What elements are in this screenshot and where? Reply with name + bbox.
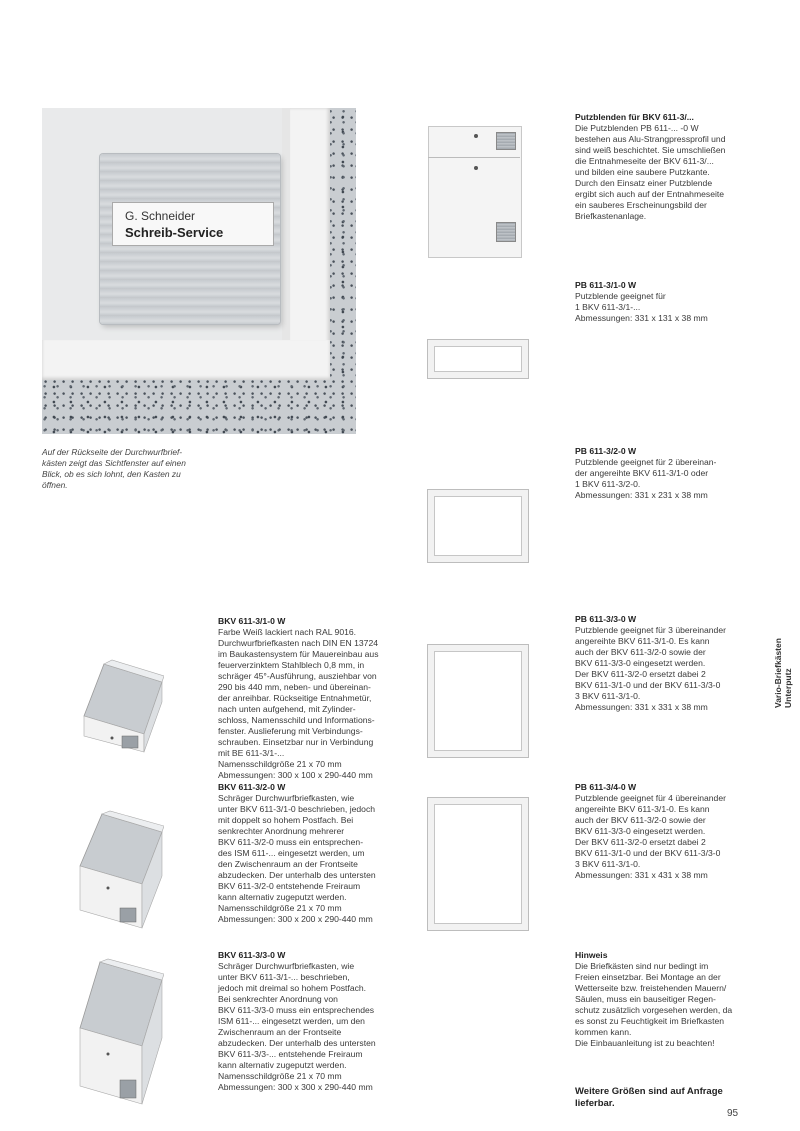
bkv-3-3-drawing <box>78 958 164 1106</box>
bkv-3-3-title: BKV 611-3/3-0 W <box>218 950 286 960</box>
bkv-3-2-body: Schräger Durchwurfbriefkasten, wie unter BKV 611-3/1-0 beschrieben, jedoch mit doppelt so hohem Postfach. Bei senkrechter Anordnung mehrerer BKV 611-3/2-0 muss ein entsprechen- des ISM 611-... eingesetzt werden, um den Zwischenraum an der Frontseite abzudecken. Der unterhalb des untersten BKV 611-3/2-0 entstehende Freiraum kann alternativ zugeputzt werden. Namensschildgröße 21 x 70 mm Abmessungen: 300 x 200 x 290-440 mm <box>218 793 376 924</box>
bkv-3-1-title: BKV 611-3/1-0 W <box>218 616 286 626</box>
pb-3-1-description <box>575 280 755 324</box>
pb-3-2-body: Putzblende geeignet für 2 übereinan- der angereihte BKV 611-3/1-0 oder 1 BKV 611-3/2-0. Abmessungen: 331 x 231 x 38 mm <box>575 457 717 500</box>
putzblenden-body: Die Putzblenden PB 611-... -0 W bestehen aus Alu-Strangpressprofil und sind weiß beschichtet. Sie umschließen die Entnahmeseite der BKV 611-3/... und bilden eine saubere Putzkante. Durch den Einsatz einer Putzblende ergibt sich auch auf der Entnahmeseite ein sauberes Erscheinungsbild der Briefkastenanlage. <box>575 123 726 221</box>
assembly-divider <box>428 157 520 158</box>
keyhole-top <box>474 134 478 138</box>
section-side-tab: Vario-Briefkästen Unterputz <box>773 638 793 708</box>
name-plate-service: Schreib-Service <box>125 225 224 240</box>
putzblenden-title: Putzblenden für BKV 611-3/... <box>575 112 694 122</box>
pb-3-3-drawing <box>428 645 528 757</box>
hinweis-title: Hinweis <box>575 950 608 960</box>
pb-3-1-drawing <box>428 340 528 378</box>
pb-3-4-body: Putzblende geeignet für 4 übereinander angereihte BKV 611-3/1-0. Es kann auch der BKV 611-3/2-0 sowie der BKV 611-3/3-0 eingesetzt werden. Der BKV 611-3/2-0 ersetzt dabei 2 BKV 611-3/1-0 und der BKV 611-3/3-0 3 BKV 611-3/1-0. Abmessungen: 331 x 431 x 38 mm <box>575 793 726 880</box>
pb-3-1-body: Putzblende geeignet für 1 BKV 611-3/1-... Abmessungen: 331 x 131 x 38 mm <box>575 291 708 323</box>
putzblende-assembly-drawing <box>428 126 522 258</box>
viewing-window <box>100 154 280 324</box>
photo-caption: Auf der Rückseite der Durchwurfbrief- kästen zeigt das Sichtfenster auf einen Blick, ob es sich lohnt, den Kasten zu öffnen. <box>42 447 186 490</box>
pb-3-1-title: PB 611-3/1-0 W <box>575 280 637 290</box>
pb-3-2-drawing <box>428 490 528 562</box>
putzblenden-description <box>575 112 755 222</box>
bkv-3-2-description <box>218 782 418 925</box>
name-plate <box>112 202 274 246</box>
pb-3-2-description <box>575 446 755 501</box>
pb-3-2-title: PB 611-3/2-0 W <box>575 446 637 456</box>
hinweis-note <box>575 950 755 1049</box>
bkv-3-1-drawing <box>82 658 164 754</box>
bkv-3-1-body: Farbe Weiß lackiert nach RAL 9016. Durchwurfbriefkasten nach DIN EN 13724 im Baukastensystem für Mauereinbau aus feuerverzinktem Stahlblech 0,8 mm, in schräger 45°-Ausführung, ausziehbar von 290 bis 440 mm, neben- und übereinan- der anreihbar. Rückseitige Entnahmetür, nach unten aufgehend, mit Zylinder- schloss, Namensschild und Informations- fenster. Auslieferung mit Verbindungs- schrauben. Einsetzbar nur in Verbindung mit BE 611-3/1-... Namensschildgröße 21 x 70 mm Abmessungen: 300 x 100 x 290-440 mm <box>218 627 379 780</box>
keyhole-bottom <box>474 166 478 170</box>
bkv-3-1-description <box>218 616 418 781</box>
page-number: 95 <box>727 1108 739 1119</box>
name-plate-name: G. Schneider <box>125 209 196 223</box>
frame-vertical <box>290 108 330 378</box>
bkv-3-2-title: BKV 611-3/2-0 W <box>218 782 286 792</box>
pb-3-3-description <box>575 614 755 713</box>
pb-3-4-title: PB 611-3/4-0 W <box>575 782 637 792</box>
window-top <box>496 132 516 150</box>
pb-3-4-drawing <box>428 798 528 930</box>
pb-3-3-title: PB 611-3/3-0 W <box>575 614 637 624</box>
hinweis-body: Die Briefkästen sind nur bedingt im Freien einsetzbar. Bei Montage an der Wetterseite bzw. freistehenden Mauern/ Säulen, muss ein bauseitiger Regen- schutz zusätzlich vorgesehen werden, da es sonst zu Feuchtigkeit im Briefkasten kommen kann. Die Einbauanleitung ist zu beachten! <box>575 961 733 1048</box>
pb-3-3-body: Putzblende geeignet für 3 übereinander angereihte BKV 611-3/1-0. Es kann auch der BKV 611-3/2-0 sowie der BKV 611-3/3-0 eingesetzt werden. Der BKV 611-3/2-0 ersetzt dabei 2 BKV 611-3/1-0 und der BKV 611-3/3-0 3 BKV 611-3/1-0. Abmessungen: 331 x 331 x 38 mm <box>575 625 726 712</box>
bkv-3-2-drawing <box>78 810 164 930</box>
frame-horizontal <box>42 340 330 380</box>
window-bottom <box>496 222 516 242</box>
further-sizes-note: Weitere Größen sind auf Anfrage lieferbar. <box>575 1086 723 1109</box>
bkv-3-3-description <box>218 950 418 1093</box>
product-photo <box>42 108 356 434</box>
pb-3-4-description <box>575 782 755 881</box>
bkv-3-3-body: Schräger Durchwurfbriefkasten, wie unter BKV 611-3/1-... beschrieben, jedoch mit dreimal so hohem Postfach. Bei senkrechter Anordnung von BKV 611-3/3-0 muss ein entsprechendes ISM 611-... eingesetzt werden, um den Zwischenraum an der Frontseite abzudecken. Der unterhalb des untersten BKV 611-3/3-... entstehende Freiraum kann alternativ zugeputzt werden. Namensschildgröße 21 x 70 mm Abmessungen: 300 x 300 x 290-440 mm <box>218 961 376 1092</box>
